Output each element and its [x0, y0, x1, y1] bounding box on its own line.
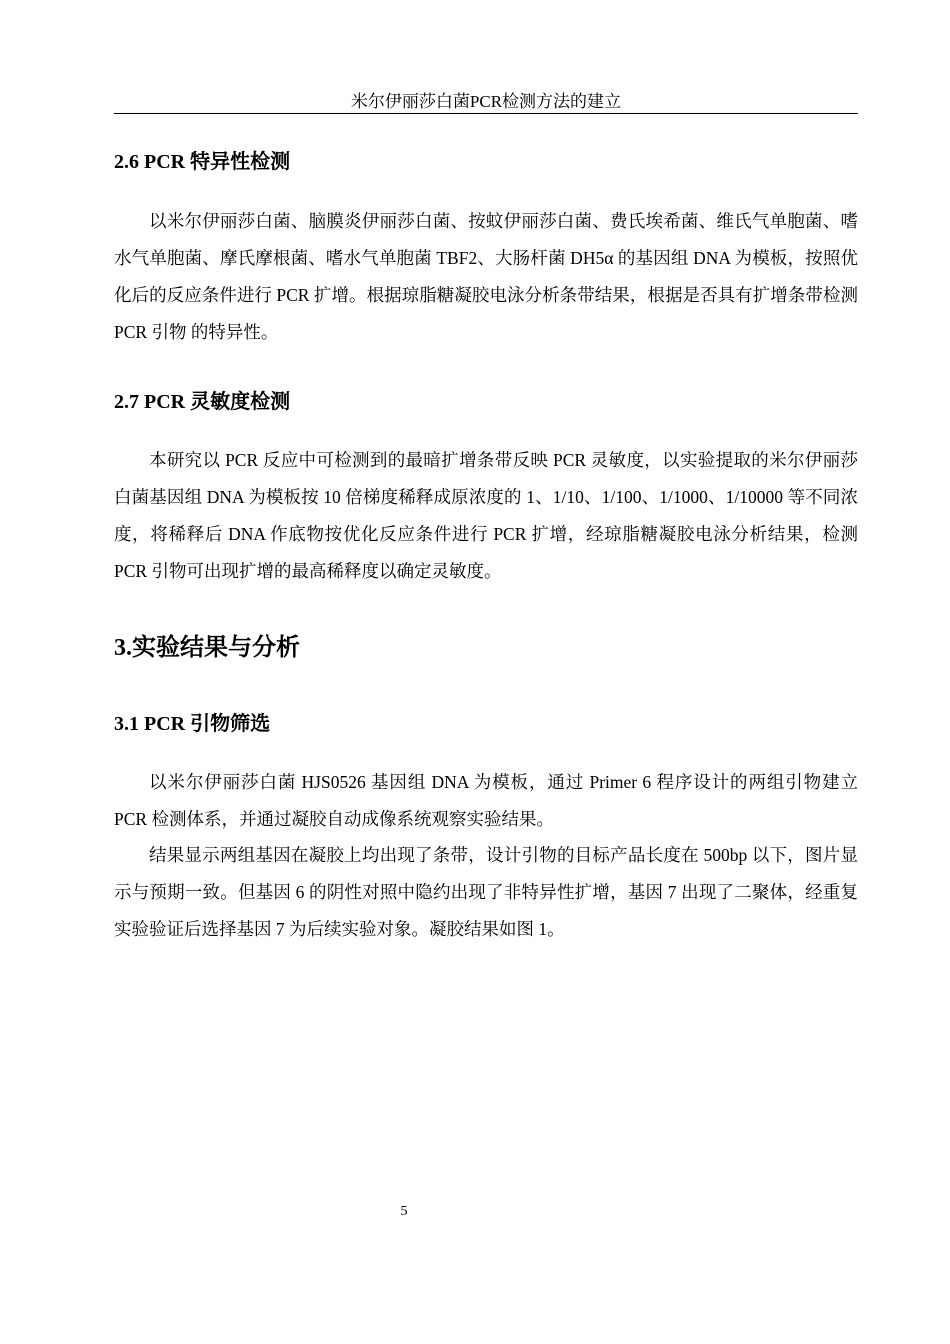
- section-heading-2-7: 2.7 PCR 灵敏度检测: [114, 391, 291, 413]
- section-heading-3-1: 3.1 PCR 引物筛选: [114, 713, 271, 735]
- paragraph-sensitivity: 本研究以 PCR 反应中可检测到的最暗扩增条带反映 PCR 灵敏度，以实验提取的米尔伊丽莎白菌基因组 DNA 为模板按 10 倍梯度稀释成原浓度的 1、1/10、1/100、1/1000、1/10000 等不同浓度，将稀释后 DNA 作底物按优化反应条件进行 PCR 扩增，经琼脂糖凝胶电泳分析结果，检测 PCR 引物可出现扩增的最高稀释度以确定灵敏度。: [114, 450, 858, 581]
- paragraph-primer-screening-1: 以米尔伊丽莎白菌 HJS0526 基因组 DNA 为模板，通过 Primer 6 程序设计的两组引物建立 PCR 检测体系，并通过凝胶自动成像系统观察实验结果。: [114, 772, 858, 829]
- paragraph-primer-screening-2: 结果显示两组基因在凝胶上均出现了条带，设计引物的目标产品长度在 500bp 以下，图片显示与预期一致。但基因 6 的阴性对照中隐约出现了非特异性扩增，基因 7 出现了二聚体，经重复实验验证后选择基因 7 为后续实验对象。凝胶结果如图 1。: [114, 845, 858, 939]
- section-heading-3: 3.实验结果与分析: [114, 635, 300, 661]
- running-header: 米尔伊丽莎白菌PCR检测方法的建立: [114, 90, 858, 114]
- section-heading-2-6: 2.6 PCR 特异性检测: [114, 151, 291, 173]
- page-number: 5: [400, 1204, 408, 1219]
- paragraph-specificity: 以米尔伊丽莎白菌、脑膜炎伊丽莎白菌、按蚊伊丽莎白菌、费氏埃希菌、维氏气单胞菌、嗜水气单胞菌、摩氏摩根菌、嗜水气单胞菌 TBF2、大肠杆菌 DH5α 的基因组 DNA 为模板，按照优化后的反应条件进行 PCR 扩增。根据琼脂糖凝胶电泳分析条带结果，根据是否具有扩增条带检测 PCR 引物 的特异性。: [114, 211, 858, 342]
